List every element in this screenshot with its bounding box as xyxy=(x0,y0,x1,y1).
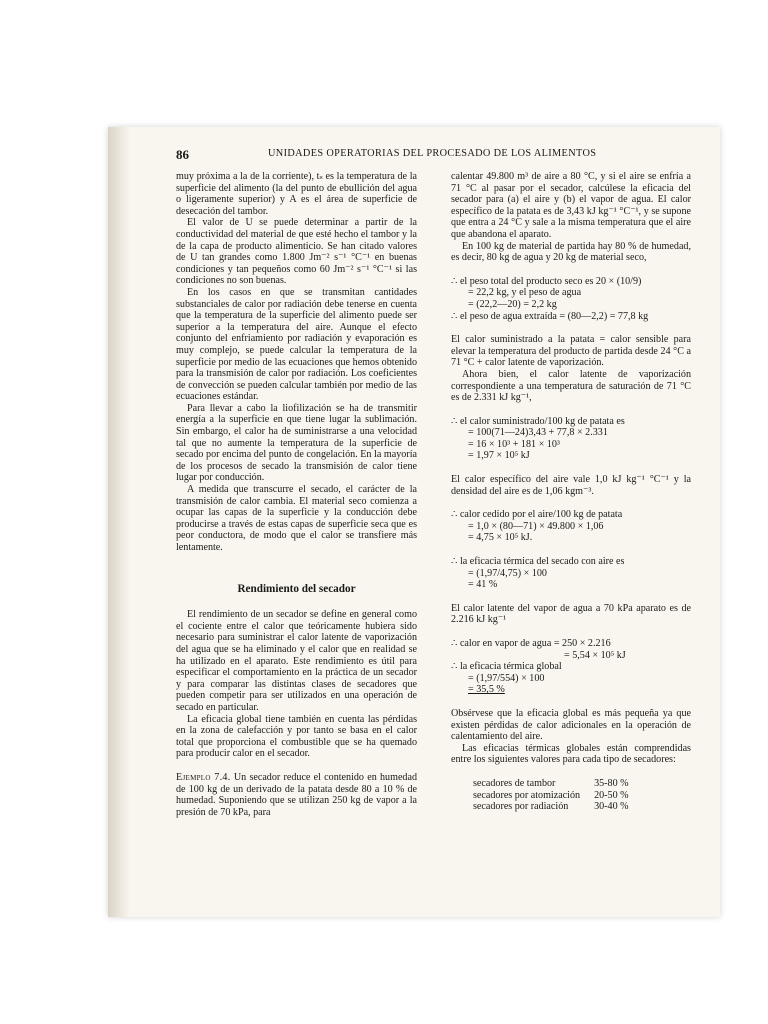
paragraph: El calor suministrado a la patata = calor sensible para elevar la temperatura del producto de partida desde 24 °C a 71 °C + calor latente de vaporización. xyxy=(451,334,691,369)
calc-line: ∴ el calor suministrado/100 kg de patata es xyxy=(451,415,625,427)
dryer-name: secadores de tambor xyxy=(473,777,556,789)
calc-line: = (1,97/4,75) × 100 xyxy=(468,567,547,579)
left-column xyxy=(176,171,417,818)
dryer-range: 30-40 % xyxy=(594,801,629,813)
calc-line: = 5,54 × 10⁵ kJ xyxy=(564,649,626,661)
paragraph: El valor de U se puede determinar a partir de la conductividad del material de que esté hecho el tambor y la de la capa de producto alimenticio. Se han citado valores de U tan grandes como 1.800 Jm⁻² s⁻¹ °C⁻¹ en buenas condiciones y tan pequeños como 60 Jm⁻² s⁻¹ °C⁻¹ si las condiciones no son buenas. xyxy=(176,217,417,287)
calc-line: = (22,2—20) = 2,2 kg xyxy=(468,298,557,310)
dryer-range: 35-80 % xyxy=(594,777,629,789)
paragraph: calentar 49.800 m³ de aire a 80 °C, y si el aire se enfría a 71 °C al pasar por el secador, calcúlese la eficacia del secador para (a) el aire y (b) el vapor de agua. El calor específico de la patata es de 3,43 kJ kg⁻¹ °C⁻¹, y se supone que entra a 24 °C y sale a la misma temperatura que el aire que abandona el aparato. xyxy=(451,171,691,240)
calc-line: ∴ el peso de agua extraída = (80—2,2) = 77,8 kg xyxy=(451,310,649,322)
calc-line: = (1,97/554) × 100 xyxy=(468,672,545,684)
calculation-block xyxy=(451,276,691,322)
calc-line: ∴ la eficacia térmica global xyxy=(451,661,562,673)
paragraph: Ahora bien, el calor latente de vaporización correspondiente a una temperatura de saturación de 71 °C es de 2.331 kJ kg⁻¹, xyxy=(451,368,691,404)
table-row xyxy=(473,801,629,813)
dryer-efficiency-table xyxy=(473,778,629,813)
calc-line: ∴ la eficacia térmica del secado con aire es xyxy=(451,556,625,568)
calc-line: ∴ el peso total del producto seco es 20 × (10/9) xyxy=(451,275,642,287)
paragraph: El rendimiento de un secador se define en general como el cociente entre el calor que teóricamente hubiera sido necesario para suministrar el calor latente de vaporización del agua que se ha eliminado y el calor que en realidad se ha utilizado en el aparato. Este rendimiento es útil para especificar el comportamiento en la práctica de un secador y para comparar las distintas clases de secadores que pueden competir para ser utilizados en una operación de secado en particular. xyxy=(176,609,417,713)
calc-line: = 4,75 × 10⁵ kJ. xyxy=(468,532,533,544)
calculation-block xyxy=(451,416,691,462)
running-title: UNIDADES OPERATORIAS DEL PROCESADO DE LOS ALIMENTOS xyxy=(268,148,597,159)
calc-line: = 100(71—24)3,43 + 77,8 × 2.331 xyxy=(468,427,608,439)
example-text: Un secador reduce el contenido en humedad de 100 kg de un derivado de la patata desde 80 a 10 % de humedad. Suponiendo que se utilizan 250 kg de vapor a la presión de 70 kPa, para xyxy=(176,771,417,818)
page-header xyxy=(176,147,716,163)
calc-line: ∴ calor cedido por el aire/100 kg de patata xyxy=(451,509,623,521)
paragraph: Obsérvese que la eficacia global es más pequeña ya que existen pérdidas de calor adicionales en la operación de calentamiento del aire. xyxy=(451,707,691,743)
right-column xyxy=(451,171,691,813)
page-number: 86 xyxy=(176,147,189,162)
paragraph: En 100 kg de material de partida hay 80 % de humedad, es decir, 80 kg de agua y 20 kg de material seco, xyxy=(451,240,691,264)
paragraph: En los casos en que se transmitan cantidades substanciales de calor por radiación debe tenerse en cuenta que la temperatura de la superficie del alimento puede ser superior a la temperatura del aire. Aunque el efecto conjunto del enfriamiento por radiación y evaporación es muy complejo, se puede calcular la temperatura de la superficie por medio de las ecuaciones que hemos obtenido para la transmisión de calor por radiación. Los coeficientes de convección se pueden calcular también por medio de las ecuaciones estándar. xyxy=(176,286,417,403)
paragraph: La eficacia global tiene también en cuenta las pérdidas en la zona de calefacción y por tanto se basa en el calor total que proporciona el combustible que se ha quemado para producir calor en el secador. xyxy=(176,713,417,760)
calculation-block xyxy=(451,556,691,591)
calc-line: = 41 % xyxy=(468,579,498,591)
example-label: Ejemplo 7.4. xyxy=(176,771,231,783)
dryer-range: 20-50 % xyxy=(594,789,629,801)
calc-line: = 1,0 × (80—71) × 49.800 × 1,06 xyxy=(468,520,604,532)
calc-line: = 22,2 kg, y el peso de agua xyxy=(468,287,582,299)
table-row xyxy=(473,778,629,790)
page-spine-shadow xyxy=(108,127,130,917)
calculation-block xyxy=(451,638,691,696)
calc-line: = 16 × 10³ + 181 × 10³ xyxy=(468,438,560,450)
paragraph: El calor latente del vapor de agua a 70 kPa aparato es de 2.216 kJ kg⁻¹ xyxy=(451,602,691,626)
example-paragraph xyxy=(176,772,417,818)
calc-line: ∴ calor en vapor de agua = 250 × 2.216 xyxy=(451,638,611,649)
calc-line-result: = 35,5 % xyxy=(468,684,505,696)
paragraph: muy próxima a la de la corriente), tₛ es la temperatura de la superficie del alimento (la del punto de ebullición del agua o ligeramente superior) y A es el área de superficie de desecación del tambor. xyxy=(176,171,417,217)
paragraph: Las eficacias térmicas globales están comprendidas entre los siguientes valores para cada tipo de secadores: xyxy=(451,742,691,766)
table-row xyxy=(473,790,629,802)
calculation-block xyxy=(451,509,691,544)
calc-line: = 1,97 × 10⁵ kJ xyxy=(468,450,530,462)
paragraph: A medida que transcurre el secado, el carácter de la transmisión de calor cambia. El material seco comienza a ocupar las capas de la superficie y la conducción debe producirse a través de estas capas de superficie seca que es peor conductora, de modo que el calor se transfiere más lentamente. xyxy=(176,484,417,553)
dryer-name: secadores por atomización xyxy=(473,789,581,801)
section-heading: Rendimiento del secador xyxy=(237,582,356,595)
paragraph: El calor específico del aire vale 1,0 kJ kg⁻¹ °C⁻¹ y la densidad del aire es de 1,06 kgm⁻³. xyxy=(451,474,691,497)
paragraph: Para llevar a cabo la liofilización se ha de transmitir energía a la superficie en que tiene lugar la sublimación. Sin embargo, el calor ha de suministrarse a una velocidad tal que no aumente la temperatura de la superficie de secado por encima del punto de congelación. En la mayoría de los procesos de secado la transmisión de calor tiene lugar por conducción. xyxy=(176,402,417,484)
dryer-name: secadores por radiación xyxy=(473,801,569,813)
